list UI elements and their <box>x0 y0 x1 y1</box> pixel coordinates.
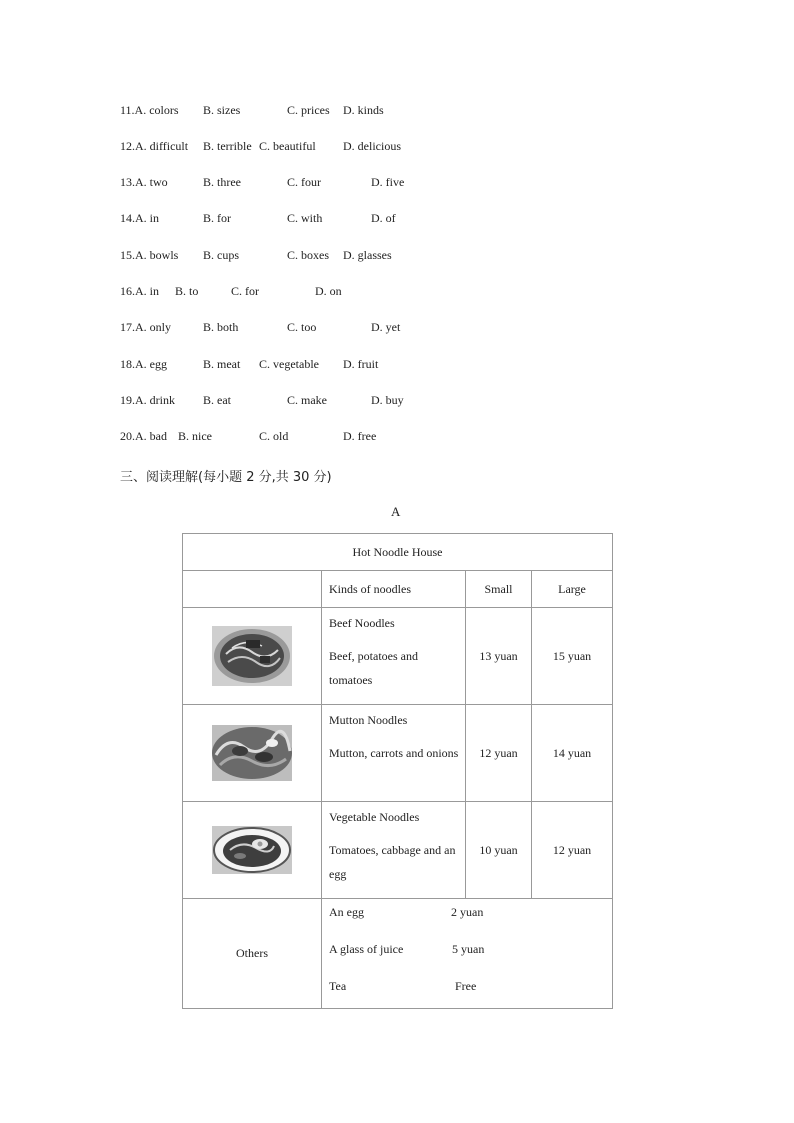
item-name: Beef Noodles <box>329 616 395 630</box>
item-description <box>322 705 466 802</box>
item-ingredients: Tomatoes, cabbage and an egg <box>329 843 456 881</box>
section-title: 三、阅读理解(每小题 2 分,共 30 分) <box>120 470 332 485</box>
others-list <box>322 899 613 1009</box>
header-small: Small <box>466 571 532 608</box>
option-a: 20.A. bad <box>120 429 167 443</box>
item-ingredients: Mutton, carrots and onions <box>329 746 459 760</box>
option-d: D. delicious <box>343 139 401 153</box>
others-price: 5 yuan <box>452 942 485 956</box>
option-c: C. too <box>287 320 317 334</box>
price-small: 13 yuan <box>466 608 532 705</box>
option-b: B. to <box>175 284 199 298</box>
option-b: B. sizes <box>203 103 241 117</box>
option-a: 16.A. in <box>120 284 159 298</box>
passage-label: A <box>391 504 401 519</box>
menu-title: Hot Noodle House <box>183 534 613 571</box>
beef-noodles-photo <box>183 608 322 705</box>
menu-row <box>183 608 613 705</box>
item-ingredients: Beef, potatoes and tomatoes <box>329 649 418 687</box>
option-a: 17.A. only <box>120 320 171 334</box>
menu-row <box>183 705 613 802</box>
others-item: An egg <box>329 905 364 919</box>
price-small: 12 yuan <box>466 705 532 802</box>
header-kinds: Kinds of noodles <box>322 571 466 608</box>
option-b: B. both <box>203 320 239 334</box>
option-b: B. three <box>203 175 241 189</box>
option-b: B. meat <box>203 357 241 371</box>
option-b: B. eat <box>203 393 231 407</box>
vegetable-noodles-photo <box>183 802 322 899</box>
item-description <box>322 802 466 899</box>
others-row <box>183 899 613 1009</box>
option-a: 11.A. colors <box>120 103 179 117</box>
option-d: D. of <box>371 211 396 225</box>
option-a: 19.A. drink <box>120 393 175 407</box>
price-small: 10 yuan <box>466 802 532 899</box>
item-name: Vegetable Noodles <box>329 810 420 824</box>
option-c: C. vegetable <box>259 357 319 371</box>
option-a: 18.A. egg <box>120 357 167 371</box>
option-c: C. beautiful <box>259 139 316 153</box>
others-item: Tea <box>329 979 347 993</box>
option-d: D. kinds <box>343 103 384 117</box>
others-price: 2 yuan <box>451 905 484 919</box>
menu-row <box>183 802 613 899</box>
header-blank <box>183 571 322 608</box>
item-name: Mutton Noodles <box>329 713 408 727</box>
option-c: C. old <box>259 429 289 443</box>
price-large: 15 yuan <box>532 608 613 705</box>
option-c: C. with <box>287 211 323 225</box>
option-a: 12.A. difficult <box>120 139 189 153</box>
others-label: Others <box>183 899 322 1009</box>
price-large: 14 yuan <box>532 705 613 802</box>
option-a: 13.A. two <box>120 175 168 189</box>
option-c: C. boxes <box>287 248 329 262</box>
option-c: C. for <box>231 284 259 298</box>
option-d: D. yet <box>371 320 401 334</box>
option-b: B. cups <box>203 248 239 262</box>
option-d: D. five <box>371 175 405 189</box>
option-c: C. prices <box>287 103 330 117</box>
others-price: Free <box>455 979 477 993</box>
option-d: D. buy <box>371 393 404 407</box>
option-d: D. free <box>343 429 377 443</box>
item-description <box>322 608 466 705</box>
others-item: A glass of juice <box>329 942 404 956</box>
option-b: B. for <box>203 211 231 225</box>
mutton-noodles-photo <box>183 705 322 802</box>
menu-table <box>182 533 613 1009</box>
option-b: B. terrible <box>203 139 252 153</box>
price-large: 12 yuan <box>532 802 613 899</box>
option-a: 14.A. in <box>120 211 159 225</box>
option-d: D. on <box>315 284 342 298</box>
option-c: C. make <box>287 393 327 407</box>
option-d: D. glasses <box>343 248 392 262</box>
option-c: C. four <box>287 175 321 189</box>
header-large: Large <box>532 571 613 608</box>
option-b: B. nice <box>178 429 212 443</box>
option-a: 15.A. bowls <box>120 248 179 262</box>
option-d: D. fruit <box>343 357 379 371</box>
